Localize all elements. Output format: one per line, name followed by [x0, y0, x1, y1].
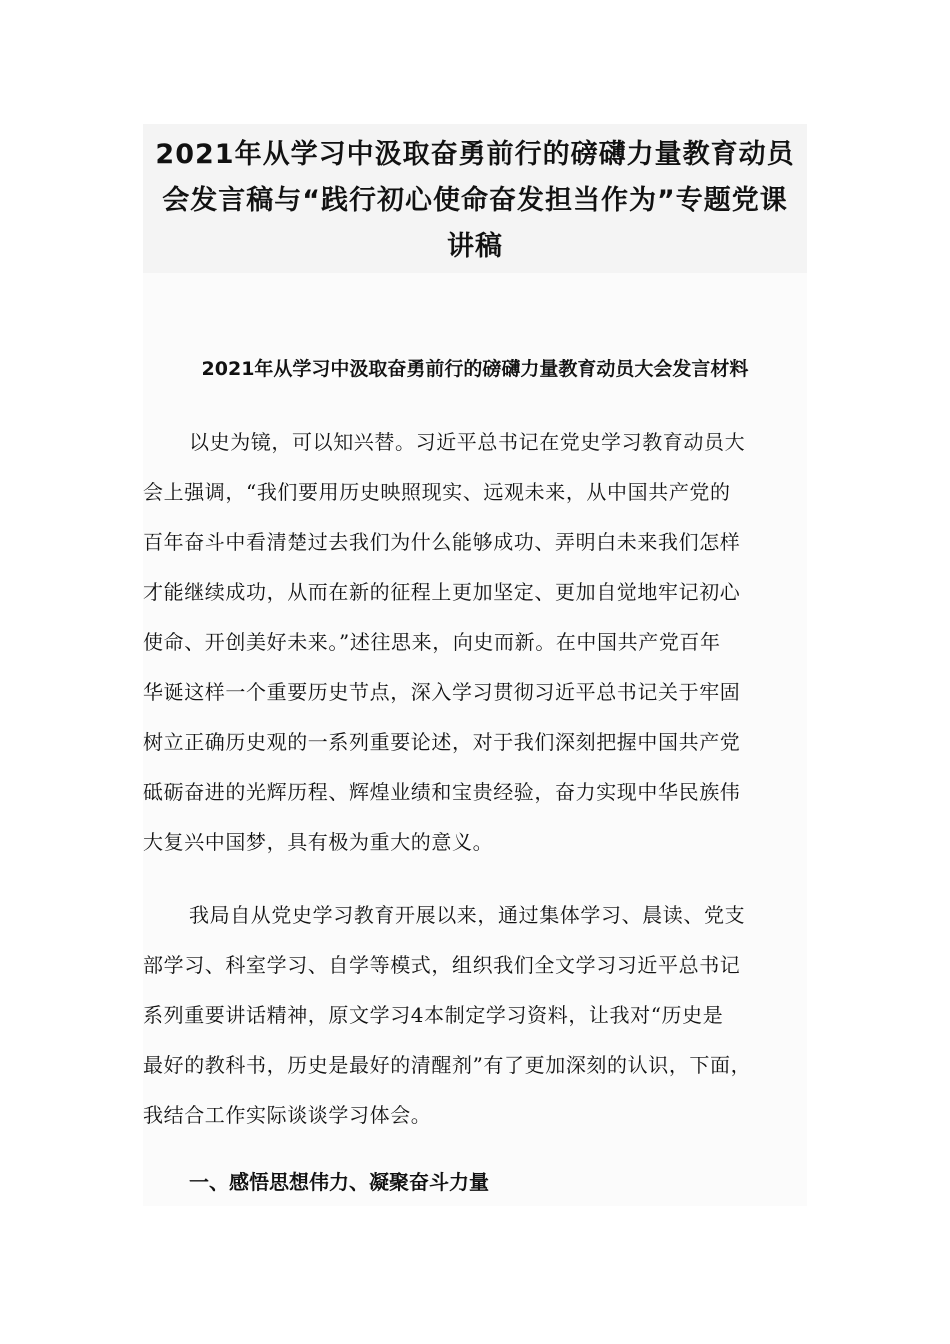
paragraph-line: 大复兴中国梦，具有极为重大的意义。	[143, 830, 494, 854]
document-title	[143, 124, 807, 273]
paragraph-line: 会上强调，“我们要用历史映照现实、远观未来，从中国共产党的	[143, 480, 731, 504]
section-heading-1: 一、感悟思想伟力、凝聚奋斗力量	[189, 1170, 489, 1194]
paragraph-line: 以史为镜，可以知兴替。习近平总书记在党史学习教育动员大	[189, 430, 746, 454]
document-page	[143, 124, 807, 1206]
paragraph-line: 华诞这样一个重要历史节点，深入学习贯彻习近平总书记关于牢固	[143, 680, 741, 704]
paragraph-line: 我结合工作实际谈谈学习体会。	[143, 1103, 432, 1127]
paragraph-line: 部学习、科室学习、自学等模式，组织我们全文学习习近平总书记	[143, 953, 741, 977]
title-line: 会发言稿与“践行初心使命奋发担当作为”专题党课	[162, 185, 788, 216]
paragraph-line: 系列重要讲话精神，原文学习4本制定学习资料，让我对“历史是	[143, 1003, 724, 1027]
title-line: 2021年从学习中汲取奋勇前行的磅礴力量教育动员	[155, 139, 795, 170]
section-title: 2021年从学习中汲取奋勇前行的磅礴力量教育动员大会发言材料	[201, 358, 749, 380]
paragraph-line: 才能继续成功，从而在新的征程上更加坚定、更加自觉地牢记初心	[143, 580, 741, 604]
paragraph-line: 我局自从党史学习教育开展以来，通过集体学习、晨读、党支	[189, 903, 746, 927]
paragraph-1	[143, 417, 807, 867]
paragraph-line: 百年奋斗中看清楚过去我们为什么能够成功、弄明白未来我们怎样	[143, 530, 741, 554]
title-line: 讲稿	[447, 231, 503, 262]
paragraph-line: 树立正确历史观的一系列重要论述，对于我们深刻把握中国共产党	[143, 730, 741, 754]
paragraph-line: 最好的教科书，历史是最好的清醒剂”有了更加深刻的认识，下面，	[143, 1053, 752, 1077]
paragraph-2	[143, 890, 807, 1140]
paragraph-line: 使命、开创美好未来。”述往思来，向史而新。在中国共产党百年	[143, 630, 721, 654]
paragraph-line: 砥砺奋进的光辉历程、辉煌业绩和宝贵经验，奋力实现中华民族伟	[143, 780, 741, 804]
